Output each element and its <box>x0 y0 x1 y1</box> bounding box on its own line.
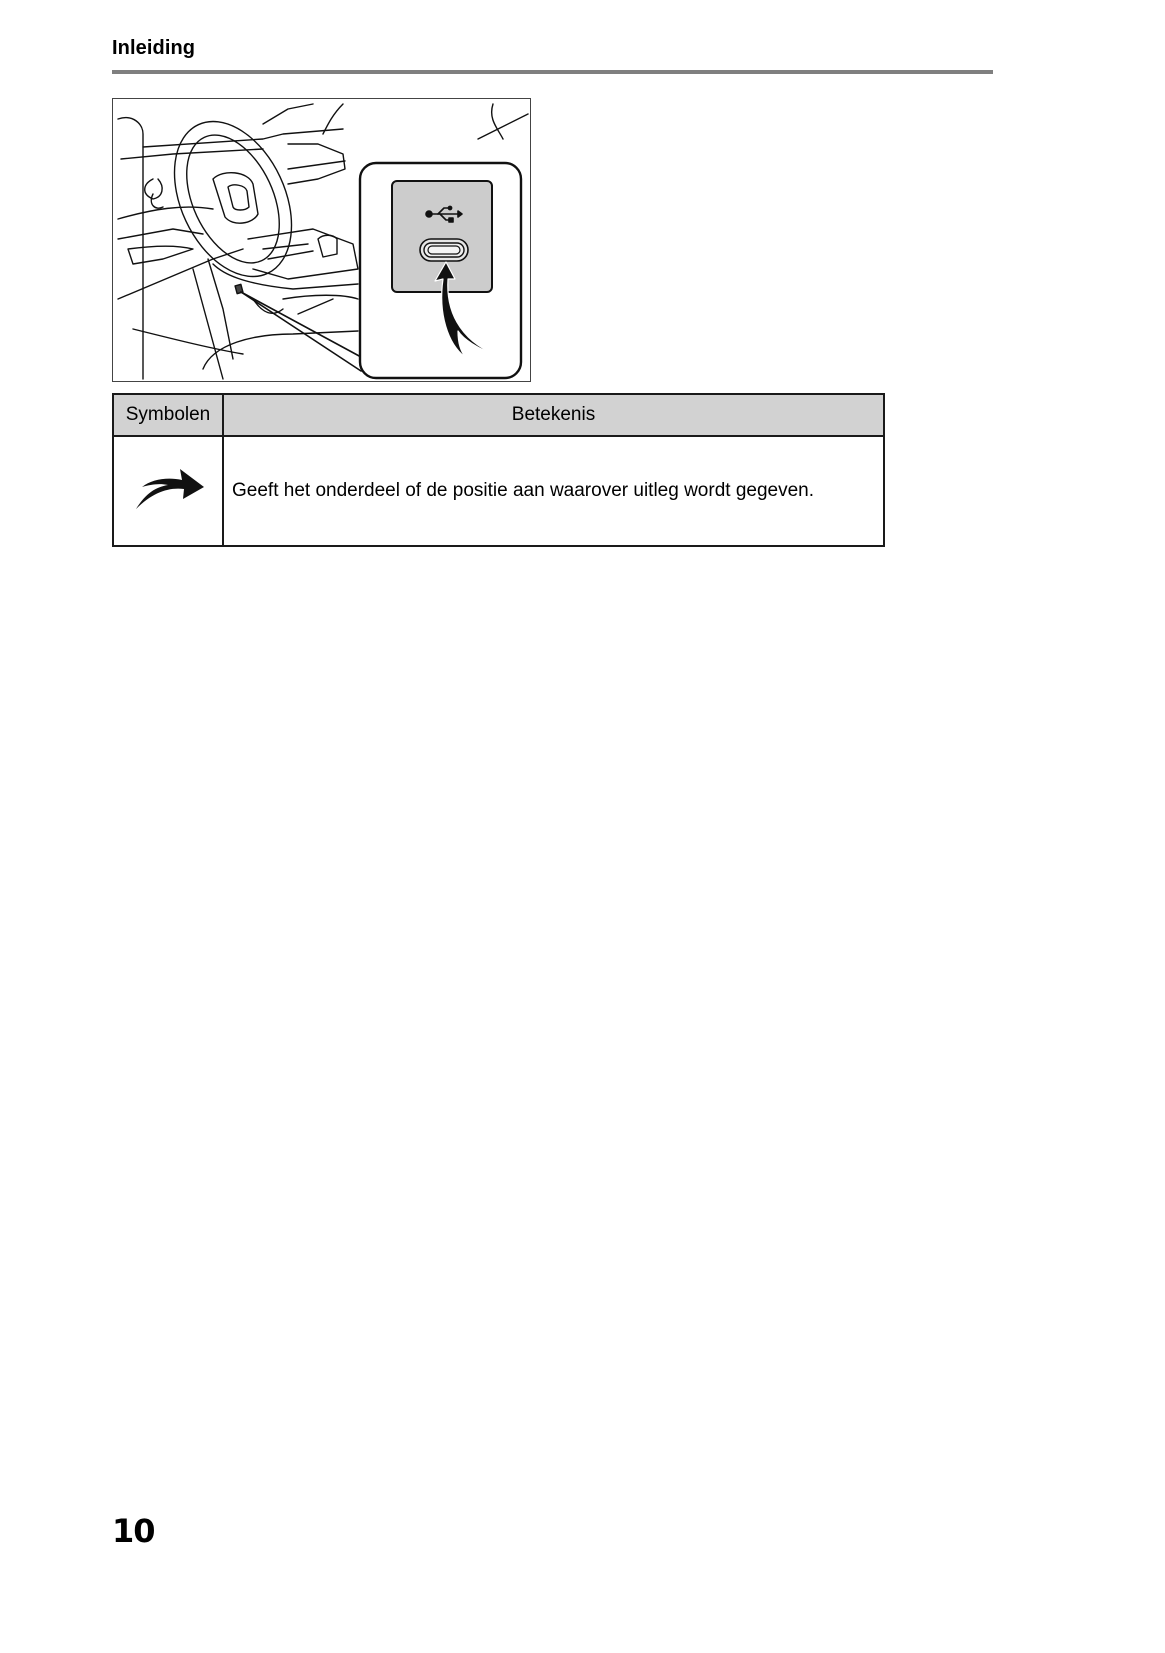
usb-location-illustration <box>112 98 531 382</box>
column-header-meaning: Betekenis <box>223 394 884 436</box>
page-number: 10 <box>112 1512 155 1550</box>
table-header-row <box>113 394 884 436</box>
section-title: Inleiding <box>112 37 196 59</box>
symbols-table <box>112 393 885 547</box>
usb-port-inset <box>360 163 521 378</box>
meaning-cell: Geeft het onderdeel of de positie aan waarover uitleg wordt gegeven. <box>223 436 884 546</box>
symbol-cell <box>113 436 223 546</box>
usb-c-port-icon <box>420 239 468 261</box>
column-header-symbols: Symbolen <box>113 394 223 436</box>
header-divider <box>112 70 993 74</box>
curved-pointer-arrow-icon <box>128 463 208 513</box>
table-row <box>113 436 884 546</box>
